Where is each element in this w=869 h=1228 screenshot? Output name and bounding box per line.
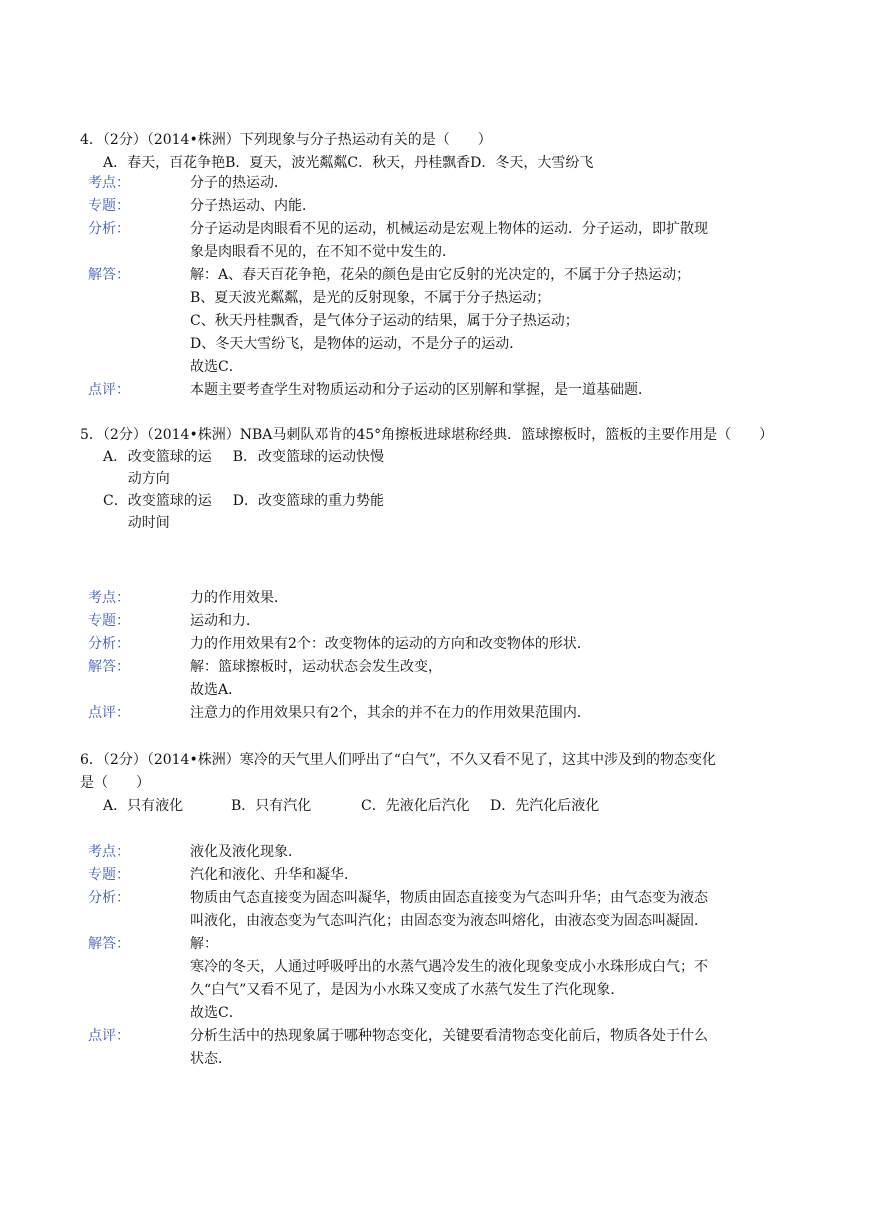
q5-optA-text-line2: 动方向 bbox=[127, 471, 170, 487]
q5-zhuanti: 运动和力． bbox=[190, 613, 260, 629]
q4-fenxi-line1: 分子运动是肉眼看不见的运动，机械运动是宏观上物体的运动．分子运动，即扩散现 bbox=[190, 221, 708, 237]
q6-jieda-line3: 久“白气”又看不见了，是因为小水珠又变成了水蒸气发生了汽化现象． bbox=[190, 982, 625, 998]
q4-jieda-line3: C、秋天丹桂飘香，是气体分子运动的结果，属于分子热运动； bbox=[190, 313, 579, 329]
q5-optA-text-line1: 改变篮球的运 bbox=[127, 449, 212, 465]
q5-zhuanti-label: 专题： bbox=[88, 613, 130, 629]
q4-fenxi-line2: 象是肉眼看不见的，在不知不觉中发生的． bbox=[190, 244, 456, 260]
q5-jieda-label: 解答： bbox=[88, 659, 130, 675]
q6-dianping-line2: 状态． bbox=[190, 1051, 232, 1067]
q5-dianping-label: 点评： bbox=[88, 705, 130, 721]
q5-optD-letter: D． bbox=[232, 493, 258, 509]
q5-stem: 5．（2分）（2014•株洲）NBA马刺队邓肯的45°角擦板进球堪称经典．篮球擦板时，篮板的主要作用是（ ） bbox=[80, 427, 774, 443]
q4-dianping: 本题主要考查学生对物质运动和分子运动的区别解和掌握，是一道基础题． bbox=[190, 382, 652, 398]
q5-optC-letter: C． bbox=[103, 493, 128, 509]
q4-kaodian-label: 考点： bbox=[88, 175, 130, 191]
q5-optB-letter: B． bbox=[232, 449, 258, 465]
q4-dianping-label: 点评： bbox=[88, 382, 130, 398]
q6-zhuanti: 汽化和液化、升华和凝华． bbox=[190, 867, 358, 883]
q6-dianping-line1: 分析生活中的热现象属于哪种物态变化，关键要看清物态变化前后，物质各处于什么 bbox=[190, 1028, 708, 1044]
q6-jieda-label: 解答： bbox=[88, 936, 130, 952]
q5-optB-text: 改变篮球的运动快慢 bbox=[257, 449, 384, 465]
q5-optD-text: 改变篮球的重力势能 bbox=[257, 493, 384, 509]
q6-kaodian: 液化及液化现象． bbox=[190, 844, 302, 860]
q4-jieda-label: 解答： bbox=[88, 267, 130, 283]
q6-dianping-label: 点评： bbox=[88, 1028, 130, 1044]
q5-jieda-line1: 解：篮球擦板时，运动状态会发生改变， bbox=[190, 659, 442, 675]
q6-jieda-line4: 故选C． bbox=[190, 1005, 243, 1021]
q4-options: A．春天，百花争艳B．夏天，波光粼粼C．秋天，丹桂飘香D．冬天，大雪纷飞 bbox=[103, 155, 594, 171]
q4-kaodian: 分子的热运动． bbox=[190, 175, 288, 191]
q4-jieda-line5: 故选C． bbox=[190, 359, 243, 375]
q6-option-c: C．先液化后汽化 bbox=[361, 798, 470, 814]
q6-jieda-line1: 解： bbox=[190, 936, 218, 952]
q6-option-d: D．先汽化后液化 bbox=[490, 798, 600, 814]
q6-stem-line1: 6．（2分）（2014•株洲）寒冷的天气里人们呼出了“白气”，不久又看不见了，这其中涉及到的物态变化 bbox=[80, 752, 717, 768]
q4-zhuanti-label: 专题： bbox=[88, 198, 130, 214]
q6-zhuanti-label: 专题： bbox=[88, 867, 130, 883]
q6-fenxi-line2: 叫液化，由液态变为气态叫汽化；由固态变为液态叫熔化，由液态变为固态叫凝固． bbox=[190, 913, 708, 929]
q6-fenxi-label: 分析： bbox=[88, 890, 130, 906]
q6-jieda-line2: 寒冷的冬天，人通过呼吸呼出的水蒸气遇冷发生的液化现象变成小水珠形成白气；不 bbox=[190, 959, 708, 975]
q4-jieda-line2: B、夏天波光粼粼，是光的反射现象，不属于分子热运动； bbox=[190, 290, 551, 306]
q6-kaodian-label: 考点： bbox=[88, 844, 130, 860]
q5-options-table bbox=[103, 446, 384, 534]
q5-dianping: 注意力的作用效果只有2个，其余的并不在力的作用效果范围内． bbox=[190, 705, 591, 721]
q5-fenxi: 力的作用效果有2个：改变物体的运动的方向和改变物体的形状． bbox=[190, 636, 591, 652]
q5-fenxi-label: 分析： bbox=[88, 636, 130, 652]
q4-zhuanti: 分子热运动、内能． bbox=[190, 198, 316, 214]
q5-kaodian: 力的作用效果． bbox=[190, 590, 288, 606]
q5-kaodian-label: 考点： bbox=[88, 590, 130, 606]
q4-fenxi-label: 分析： bbox=[88, 221, 130, 237]
q4-jieda-line4: D、冬天大雪纷飞，是物体的运动，不是分子的运动． bbox=[190, 336, 524, 352]
q6-stem-line2: 是（ ） bbox=[80, 775, 150, 791]
q6-option-a: A．只有液化 bbox=[103, 798, 184, 814]
q6-option-b: B．只有汽化 bbox=[231, 798, 312, 814]
q5-jieda-line2: 故选A． bbox=[190, 682, 243, 698]
q4-jieda-line1: 解：A、春天百花争艳，花朵的颜色是由它反射的光决定的，不属于分子热运动； bbox=[190, 267, 691, 283]
q5-optC-text-line1: 改变篮球的运 bbox=[127, 493, 212, 509]
q5-optA-letter: A． bbox=[103, 449, 128, 465]
q6-fenxi-line1: 物质由气态直接变为固态叫凝华，物质由固态直接变为气态叫升华；由气态变为液态 bbox=[190, 890, 708, 906]
q4-stem: 4．（2分）（2014•株洲）下列现象与分子热运动有关的是（ ） bbox=[80, 132, 492, 148]
q5-optC-text-line2: 动时间 bbox=[127, 515, 170, 531]
